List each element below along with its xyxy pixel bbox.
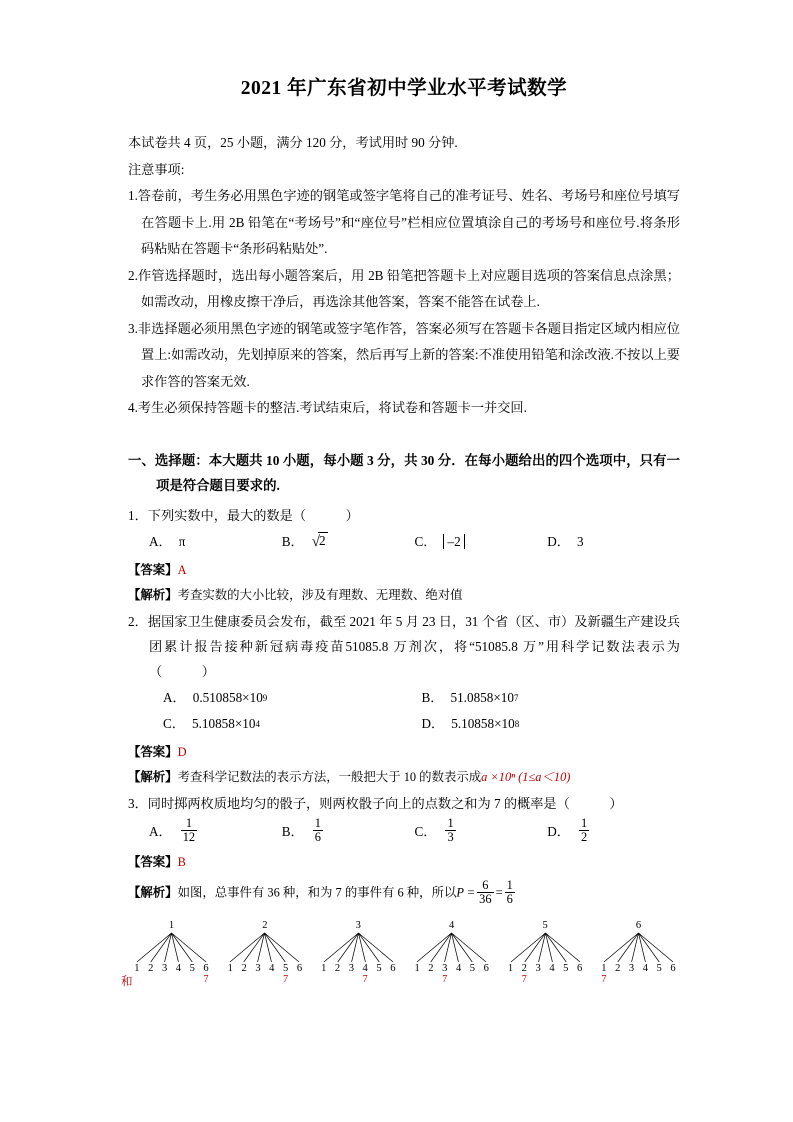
- question-2-analysis-formula: a ×10ⁿ (1≤a＜10): [481, 769, 571, 784]
- question-1-analysis-text: 考查实数的大小比较，涉及有理数、无理数、绝对值: [177, 587, 463, 602]
- fraction-denominator: 36: [479, 892, 492, 907]
- tree-branches: [223, 932, 306, 964]
- probability-tree-diagram-figure: [121, 920, 680, 999]
- page-content: [121, 0, 681, 999]
- fraction-denominator: 3: [447, 830, 454, 845]
- absolute-value-bars: –2: [443, 534, 464, 549]
- tree-leaves: [597, 963, 680, 986]
- question-3-analysis: [128, 877, 680, 908]
- option-2-c-value: 5.10858×10: [191, 715, 256, 731]
- option-2-a[interactable]: A． 0.510858×10 9: [163, 686, 422, 710]
- fraction-denominator: 2: [580, 830, 588, 845]
- question-3-answer-value: B: [177, 854, 186, 869]
- tree-leaf-value: 1: [321, 963, 327, 975]
- equals-sign: =: [495, 885, 503, 900]
- option-2-b[interactable]: B． 51.0858×10 7: [422, 686, 681, 710]
- question-3-text: 同时掷两枚质地均匀的骰子，则两枚骰子向上的点数之和为 7 的概率是（ ）: [147, 795, 623, 811]
- question-2-text: 据国家卫生健康委员会发布，截至 2021 年 5 月 23 日，31 个省（区、市）及新疆生产建设兵团累计报告接种新冠病毒疫苗51085.8 万剂次，将“51085.8 万”用科学记数法表示为（ ）: [147, 613, 681, 679]
- analysis-tag: 【解析】: [128, 587, 178, 602]
- option-1-a-value: π: [178, 533, 186, 549]
- tree-leaf-value: 2: [241, 963, 247, 975]
- tree-leaf-value: 2: [615, 963, 621, 975]
- question-1-stem: [128, 503, 680, 528]
- tree-branches: [410, 932, 493, 964]
- question-3-answer: [128, 850, 680, 874]
- question-2-analysis: [128, 765, 680, 789]
- option-2-b-value: 51.0858×10: [450, 689, 514, 705]
- option-1-c[interactable]: [415, 530, 548, 554]
- answer-tag: 【答案】: [128, 744, 178, 759]
- notice-item-4: 4.考生必须保持答题卡的整洁.考试结束后，将试卷和答题卡一并交回.: [128, 400, 527, 416]
- tree-leaf-value: 1: [414, 963, 420, 975]
- option-3-d[interactable]: [547, 815, 680, 846]
- question-2-analysis-text: 考查科学记数法的表示方法，一般把大于 10 的数表示成: [177, 769, 482, 784]
- question-1-analysis: [128, 583, 680, 607]
- option-1-a[interactable]: [149, 530, 282, 554]
- tree-leaf-value: 4: [175, 963, 182, 975]
- tree-leaves: [223, 963, 306, 986]
- option-3-c-label: C．: [414, 823, 437, 839]
- option-3-d-label: D．: [547, 823, 570, 839]
- tree-leaves: [410, 963, 493, 986]
- notice-item-2: 2.作管选择题时，选出每小题答案后，用 2B 铅笔把答题卡上对应题目选项的答案信息点涂黑；如需改动，用橡皮擦干净后，再选涂其他答案，答案不能答在试卷上.: [128, 267, 680, 310]
- answer-tag: 【答案】: [128, 854, 178, 869]
- option-1-d[interactable]: [547, 530, 680, 554]
- answer-tag: 【答案】: [128, 562, 178, 577]
- fraction-numerator: 1: [185, 815, 193, 830]
- tree-sum-marker: 7: [442, 974, 448, 986]
- probability-symbol: P =: [456, 885, 476, 900]
- question-3-options: [128, 815, 680, 846]
- tree-sum-marker: 7: [203, 974, 209, 986]
- tree-root-value: 2: [262, 920, 268, 932]
- tree-4: [410, 921, 493, 997]
- fraction-numerator: 6: [482, 877, 489, 892]
- notice-heading: 注意事项:: [128, 161, 185, 177]
- tree-leaf-value: 4: [455, 963, 462, 975]
- fraction-six-thirtysixths: [477, 879, 493, 907]
- option-1-b[interactable]: [282, 530, 415, 554]
- option-2-d-label: D．: [421, 715, 445, 731]
- tree-sum-marker: 7: [283, 974, 289, 986]
- question-2-options-row-1: [128, 686, 680, 710]
- page-title: 2021 年广东省初中学业水平考试数学: [240, 78, 568, 99]
- option-1-c-label: C．: [414, 533, 437, 549]
- tree-leaf-value: 3 7: [438, 963, 452, 974]
- option-2-c-label: C．: [163, 715, 185, 731]
- question-1-text: 下列实数中，最大的数是（ ）: [147, 507, 359, 523]
- tree-2: [223, 921, 306, 997]
- tree-sum-marker: 7: [521, 974, 527, 986]
- exam-info-line: 本试卷共 4 页，25 小题，满分 120 分，考试用时 90 分钟.: [128, 135, 458, 151]
- tree-leaf-value: 1: [134, 963, 140, 975]
- fraction-result-one-sixth: [505, 879, 515, 907]
- tree-leaf-value: 1: [507, 963, 514, 975]
- question-1-answer: [128, 558, 680, 582]
- tree-leaf-value: 1 7: [597, 963, 611, 974]
- question-2-stem: [128, 609, 680, 684]
- option-3-c[interactable]: [414, 815, 548, 846]
- tree-leaf-value: 6: [296, 963, 303, 975]
- option-1-d-value: 3: [576, 533, 584, 549]
- question-1-answer-value: A: [177, 562, 187, 577]
- option-2-d[interactable]: D． 5.10858×10 8: [422, 712, 681, 736]
- fraction-one-twelfth: [181, 817, 197, 845]
- option-3-a[interactable]: [149, 815, 282, 846]
- option-2-a-label: A．: [163, 689, 186, 705]
- question-3-number: 3．: [128, 795, 148, 811]
- tree-leaf-value: 2: [334, 963, 341, 975]
- tree-leaf-value: 4: [549, 963, 555, 975]
- fraction-numerator: 1: [580, 815, 588, 830]
- tree-leaf-value: 5: [189, 963, 195, 975]
- tree-branches: [317, 932, 400, 964]
- tree-leaves: [504, 963, 587, 986]
- tree-leaf-value: 5: [656, 963, 662, 975]
- tree-leaf-value: 3: [535, 963, 541, 975]
- tree-1: [130, 921, 213, 997]
- fraction-denominator: 12: [182, 830, 196, 845]
- option-1-a-label: A．: [149, 533, 172, 549]
- option-2-a-value: 0.510858×10: [192, 689, 263, 705]
- question-1-number: 1．: [128, 507, 148, 523]
- fraction-numerator: 1: [447, 815, 454, 830]
- fraction-denominator: 6: [314, 830, 321, 845]
- notice-item-3: 3.非选择题必须用黑色字迹的钢笔或签字笔作答，答案必须写在答题卡各题目指定区域内相应位置上:如需改动，先划掉原来的答案，然后再写上新的答案:不准使用铅笔和涂改液.不按以上要求作答的答案无效.: [128, 320, 680, 389]
- question-2-answer-value: D: [177, 744, 187, 759]
- question-2-number: 2．: [128, 613, 148, 629]
- fraction-one-sixth: [313, 817, 323, 845]
- tree-leaf-value: 5: [563, 963, 569, 975]
- tree-leaf-value: 3: [628, 963, 635, 975]
- tree-sum-marker: 7: [362, 974, 368, 986]
- question-2-options-row-2: [128, 712, 680, 736]
- tree-leaf-value: 4: [642, 963, 648, 975]
- option-3-a-label: A．: [149, 823, 172, 839]
- sqrt-icon: √2: [311, 532, 326, 550]
- tree-leaves: [317, 963, 400, 986]
- tree-leaf-value: 2: [428, 963, 434, 975]
- analysis-tag: 【解析】: [128, 885, 178, 900]
- tree-leaf-value: 6: [576, 963, 583, 975]
- tree-leaf-value: 4: [269, 963, 275, 975]
- tree-leaf-value: 5 7: [279, 963, 293, 974]
- tree-leaf-value: 6: [390, 963, 396, 975]
- tree-leaf-value: 5: [469, 963, 476, 975]
- tree-root-value: 6: [635, 920, 642, 932]
- tree-6: [597, 921, 680, 997]
- question-1-options: [128, 530, 680, 554]
- tree-root-value: 1: [168, 920, 175, 932]
- tree-leaf-value: 5: [376, 963, 382, 975]
- tree-5: [504, 921, 587, 997]
- tree-leaf-value: 4 7: [358, 963, 372, 974]
- tree-leaf-value: 6: [483, 963, 489, 975]
- tree-leaf-value: 3: [161, 963, 168, 975]
- tree-root-value: 5: [542, 920, 548, 932]
- option-2-c[interactable]: C． 5.10858×10 4: [163, 712, 422, 736]
- tree-leaf-value: 3: [348, 963, 354, 975]
- tree-branches: [504, 932, 587, 964]
- option-1-b-label: B．: [281, 533, 304, 549]
- fraction-numerator: 1: [506, 877, 513, 892]
- section-heading-choice: 一、选择题：本大题共 10 小题，每小题 3 分，共 30 分．在每小题给出的四个选项中，只有一项是符合题目要求的.: [128, 452, 680, 493]
- tree-branches: [130, 932, 213, 964]
- tree-leaf-value: 2: [148, 963, 154, 975]
- question-3-stem: [128, 791, 680, 816]
- tree-row: [128, 921, 680, 997]
- option-3-b[interactable]: [281, 815, 415, 846]
- option-1-d-label: D．: [547, 533, 570, 549]
- sum-label: 和: [121, 976, 133, 989]
- analysis-tag: 【解析】: [128, 769, 178, 784]
- tree-leaf-value: 6 7: [199, 963, 213, 974]
- fraction-denominator: 6: [506, 892, 513, 907]
- option-2-d-value: 5.10858×10: [451, 715, 515, 731]
- tree-3: [317, 921, 400, 997]
- option-3-b-label: B．: [281, 823, 304, 839]
- fraction-numerator: 1: [314, 815, 321, 830]
- question-3-analysis-text: 如图，总事件有 36 种，和为 7 的事件有 6 种，所以: [177, 885, 457, 900]
- tree-sum-marker: 7: [601, 974, 607, 986]
- tree-leaf-value: 2 7: [517, 963, 531, 974]
- tree-root-value: 3: [355, 920, 361, 932]
- notice-item-1: 1.答卷前，考生务必用黑色字迹的钢笔或签字笔将自己的准考证号、姓名、考场号和座位号填写在答题卡上.用 2B 铅笔在“考场号”和“座位号”栏相应位置填涂自己的考场号和座位号.将条形码粘贴在答题卡“条形码粘贴处”.: [128, 188, 680, 257]
- tree-leaf-value: 1: [227, 963, 233, 975]
- tree-leaf-value: 6: [670, 963, 676, 975]
- fraction-one-third: [445, 817, 455, 845]
- question-2-answer: [128, 740, 680, 764]
- tree-leaf-value: 3: [255, 963, 261, 975]
- fraction-one-half: [579, 817, 589, 845]
- option-2-b-label: B．: [421, 689, 444, 705]
- tree-branches: [597, 932, 680, 964]
- tree-leaves: [130, 963, 213, 986]
- tree-root-value: 4: [449, 920, 455, 932]
